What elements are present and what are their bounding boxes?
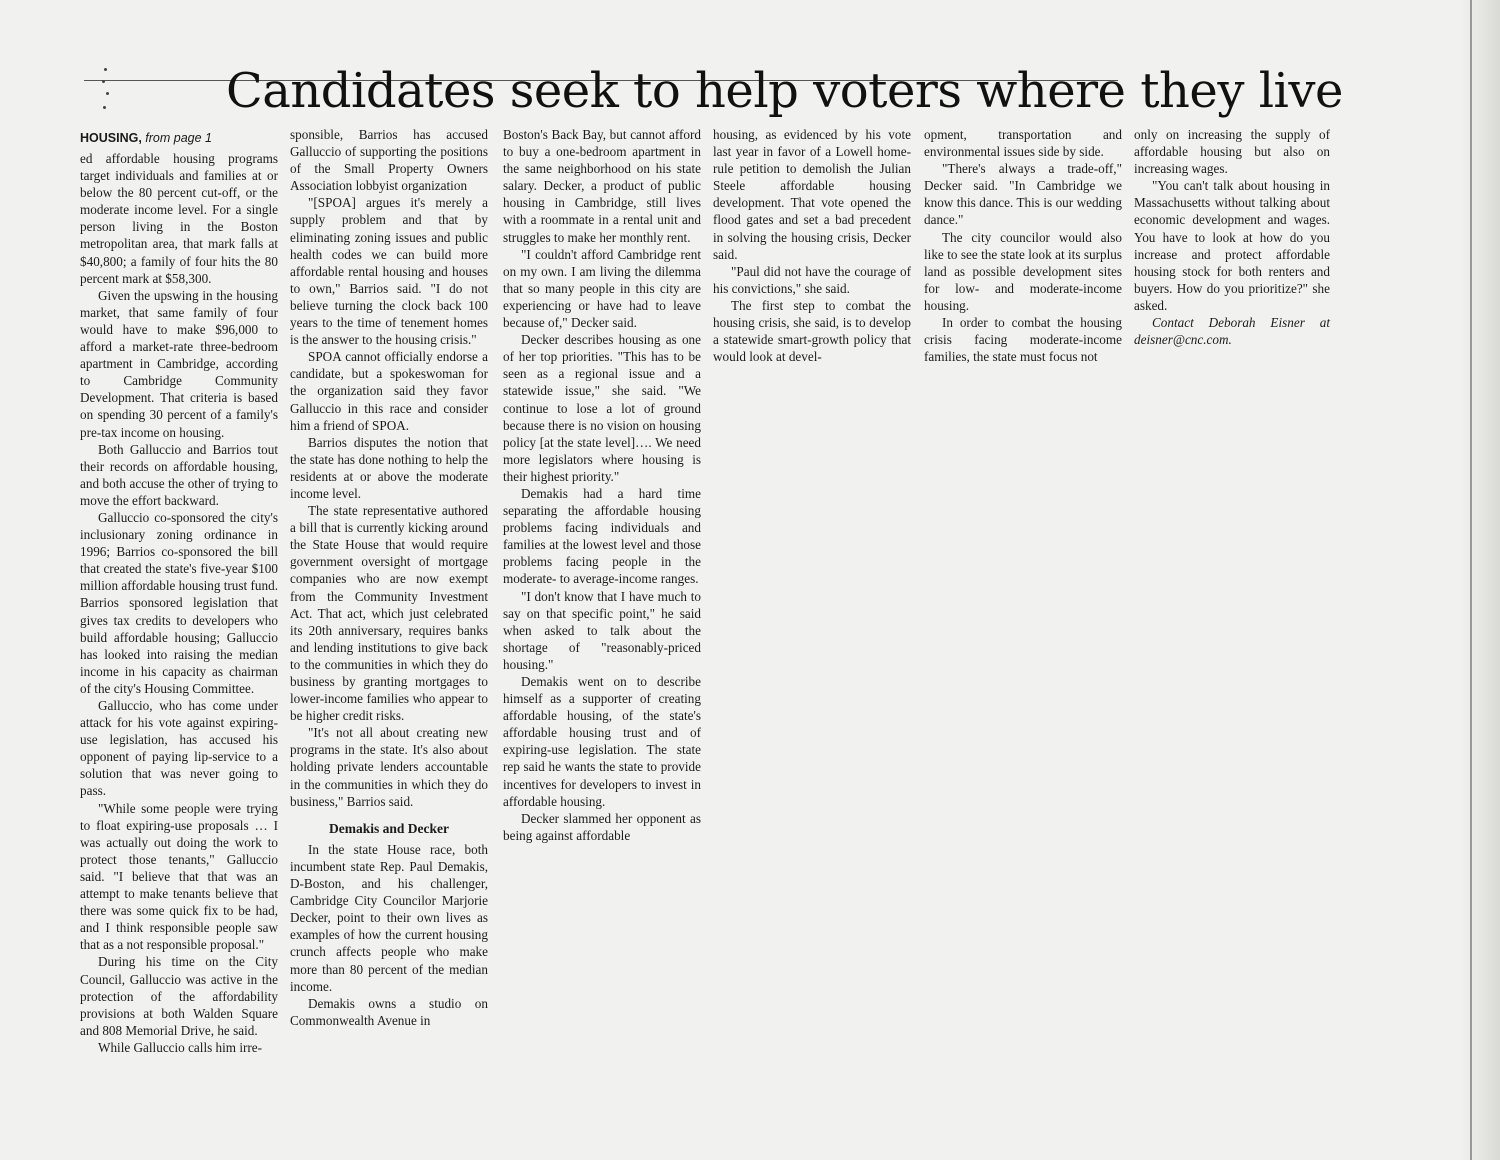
page-edge-line	[1470, 0, 1472, 1160]
paragraph: "[SPOA] argues it's merely a supply problem and that by eliminating zoning issues and public health codes we can build more affordable rental housing and houses to own," Barrios said. "I do not believe turning the clock back 100 years to the time of tenement homes is the answer to the housing crisis."	[290, 195, 488, 348]
paragraph: Demakis owns a studio on Commonwealth Avenue in	[290, 995, 488, 1028]
paragraph: Barrios disputes the notion that the state has done nothing to help the residents at or above the moderate income level.	[290, 434, 488, 501]
paragraph: "You can't talk about housing in Massachusetts without talking about economic development and wages. You have to look at how do you increase and protect affordable housing stock for both renters and buyers. How do you prioritize?" she asked.	[1134, 178, 1330, 313]
paragraph: During his time on the City Council, Galluccio was active in the protection of the affordability provisions at both Walden Square and 808 Memorial Drive, he said.	[80, 954, 278, 1038]
article-column-4	[713, 126, 911, 365]
paragraph: Demakis had a hard time separating the affordable housing problems facing individuals and families at the lowest level and those problems facing people in the moderate- to average-income ranges.	[503, 485, 701, 587]
page-edge-shadow	[1460, 0, 1500, 1160]
jump-line	[80, 130, 280, 146]
paragraph: The first step to combat the housing crisis, she said, is to develop a statewide smart-growth policy that would look at devel-	[713, 297, 911, 365]
paragraph: In order to combat the housing crisis facing moderate-income families, the state must focus not	[924, 315, 1122, 365]
article-column-1	[80, 150, 278, 1056]
article-column-5	[924, 126, 1122, 365]
paragraph: Given the upswing in the housing market, that same family of four would have to make $96,000 to afford a market-rate three-bedroom apartment in Cambridge, according to Cambridge Community Development. That criteria is based on spending 30 percent of a family's pre-tax income on housing.	[80, 287, 278, 440]
kicker: HOUSING,	[80, 131, 142, 145]
paragraph: Both Galluccio and Barrios tout their records on affordable housing, and both accuse the other of trying to move the effort backward.	[80, 441, 278, 508]
paragraph: SPOA cannot officially endorse a candidate, but a spokeswoman for the organization said they favor Galluccio in this race and consider him a friend of SPOA.	[290, 349, 488, 433]
paragraph: housing, as evidenced by his vote last year in favor of a Lowell home-rule petition to demolish the Julian Steele affordable housing development. That vote opened the flood gates and set a bad precedent in solving the housing crisis, Decker said.	[713, 127, 911, 262]
paragraph: opment, transportation and environmental issues side by side.	[924, 127, 1122, 160]
paragraph: only on increasing the supply of affordable housing but also on increasing wages.	[1134, 127, 1330, 177]
paragraph: Decker slammed her opponent as being against affordable	[503, 810, 701, 843]
article-column-6	[1134, 126, 1330, 348]
paragraph: In the state House race, both incumbent state Rep. Paul Demakis, D-Boston, and his challenger, Cambridge City Councilor Marjorie Decker, point to their own lives as examples of how the current housing crunch affects people who make more than 80 percent of the median income.	[290, 841, 488, 994]
paragraph: "I couldn't afford Cambridge rent on my own. I am living the dilemma that so many people in this city are experiencing or have had to leave because of," Decker said.	[503, 246, 701, 331]
margin-marks	[100, 64, 120, 124]
paragraph: "There's always a trade-off," Decker said. "In Cambridge we know this dance. This is our wedding dance."	[924, 161, 1122, 228]
paragraph: "I don't know that I have much to say on that specific point," he said when asked to talk about the shortage of "reasonably-priced housing."	[503, 588, 701, 672]
paragraph: "Paul did not have the courage of his convictions," she said.	[713, 263, 911, 296]
paragraph: While Galluccio calls him irre-	[98, 1039, 263, 1055]
paragraph: "It's not all about creating new programs in the state. It's also about holding private lenders accountable in the communities in which they do business," Barrios said.	[290, 725, 488, 809]
from-page: from page 1	[145, 131, 213, 145]
article-column-3	[503, 126, 701, 844]
article-column-2	[290, 126, 488, 1029]
paragraph: sponsible, Barrios has accused Galluccio of supporting the positions of the Small Property Owners Association lobbyist organization	[290, 127, 488, 194]
paragraph: "While some people were trying to float expiring-use proposals … I was actually out doing the work to protect those tenants," Galluccio said. "I believe that that was an attempt to make tenants believe that there was some quick fix to be had, and I think responsible people saw that as a not responsible proposal."	[80, 800, 278, 953]
paragraph: The city councilor would also like to see the state look at its surplus land as possible development sites for low- and moderate-income housing.	[924, 229, 1122, 313]
paragraph: Galluccio co-sponsored the city's inclusionary zoning ordinance in 1996; Barrios co-sponsored the bill that created the state's five-year $100 million affordable housing trust fund. Barrios sponsored legislation that gives tax credits to developers who build affordable housing; Galluccio has looked into raising the median income in his capacity as chairman of the city's Housing Committee.	[80, 509, 278, 696]
paragraph: Decker describes housing as one of her top priorities. "This has to be seen as a regional issue and a statewide issue," she said. "We continue to lose a lot of ground because there is no vision on housing policy [at the state level]…. We need more legislators where housing is their highest priority."	[503, 332, 701, 484]
paragraph: Demakis went on to describe himself as a supporter of creating affordable housing, of the state's affordable housing trust and of expiring-use legislation. The state rep said he wants the state to provide incentives for developers to invest in affordable housing.	[503, 674, 701, 809]
subhead: Demakis and Decker	[329, 820, 449, 836]
article-headline: Candidates seek to help voters where they live	[226, 63, 1343, 119]
paragraph: ed affordable housing programs target individuals and families at or below the 80 percent cut-off, or the moderate income level. For a single person living in the Boston metropolitan area, that mark falls at $40,800; a family of four hits the 80 percent mark at $58,300.	[80, 151, 278, 286]
paragraph: Boston's Back Bay, but cannot afford to buy a one-bedroom apartment in the same neighborhood on his state salary. Decker, a product of public housing in Cambridge, still lives with a roommate in a rental unit and struggles to make her monthly rent.	[503, 127, 701, 245]
author-contact: Contact Deborah Eisner at deisner@cnc.com.	[1134, 315, 1330, 348]
paragraph: Galluccio, who has come under attack for his vote against expiring-use legislation, has accused his opponent of paying lip-service to a solution that was never going to pass.	[80, 698, 278, 799]
paragraph: The state representative authored a bill that is currently kicking around the State House that would require government oversight of mortgage companies who are now exempt from the Community Investment Act. That act, which just celebrated its 20th anniversary, requires banks and lending institutions to give back to the communities in which they do business by granting mortgages to lower-income families who appear to be higher credit risks.	[290, 503, 488, 724]
